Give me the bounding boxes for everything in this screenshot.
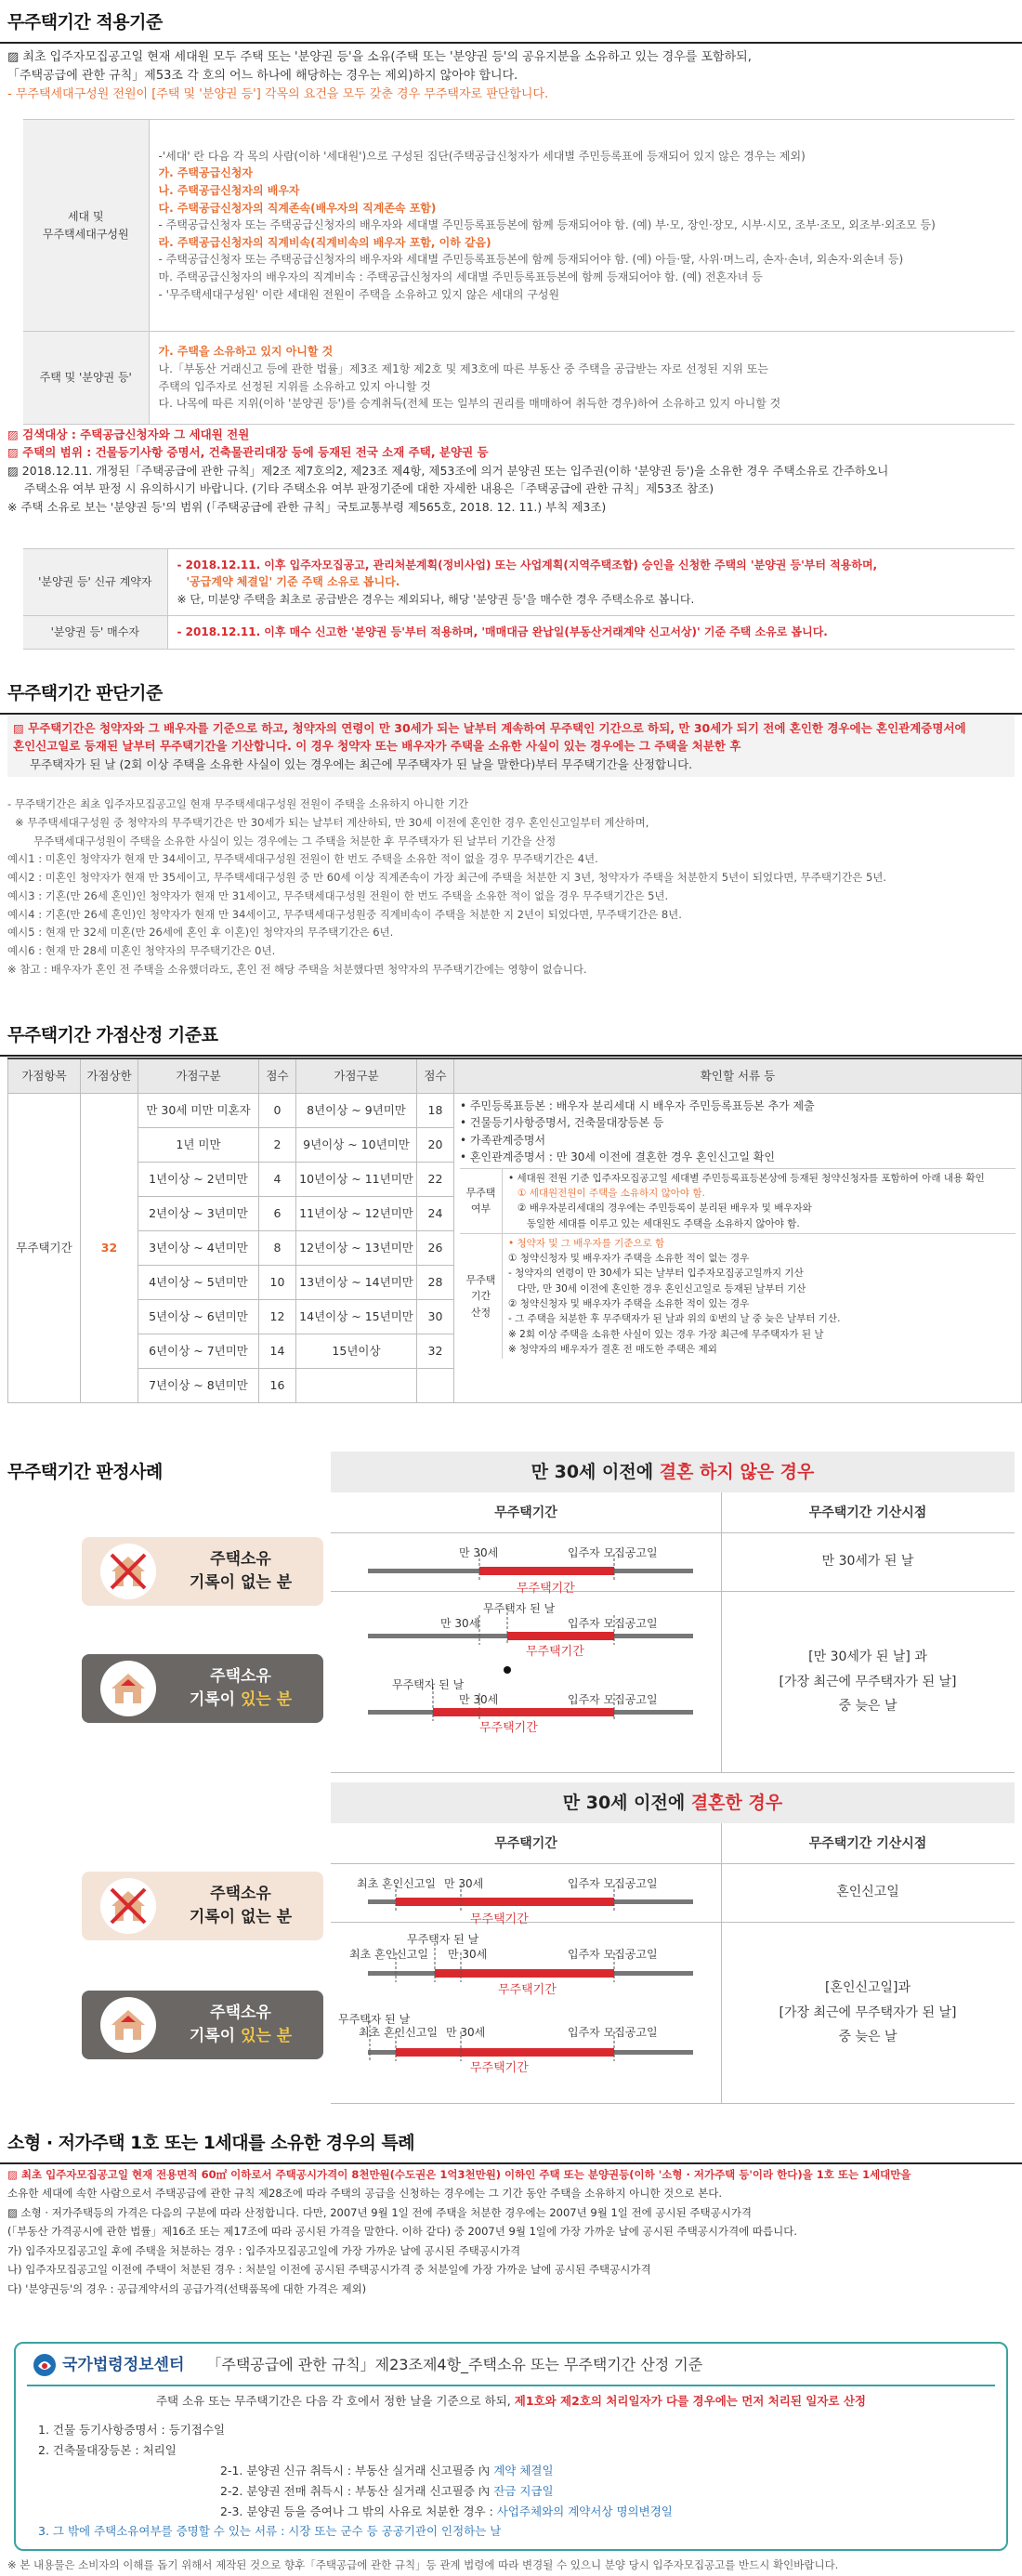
score-table: 가점항목 가점상한 가점구분 점수 가점구분 점수 확인할 서류 등 무주택기간 32 만 30세 미만 미혼자 0 8년이상 ~ 9년미만 18 • 주민등록표등본 : 배우자 분리세대 시 배우자 주민등록표등본 추가 제출 • 건물등기사항증명서, 건축물대장등본 등 • 가족관계증명서 • 혼인관계증명서 : 만 30세 이전에 결혼한 경우 혼인신고일 확인 무주택 여부 • 세대원 전원 기준 입주자모집공고일 세대별 주민등록표등본상에 등재된 청약신청자를 포함하여 아래 내용 확인 ① 세대원전원이 주택을 소유하지 않아야 함. ② 배우자분리세대의 경우에는 주민등록이 분리된 배우자 및 배우자와 동일한 세대를 이루고 있는 세대원도 주택을 소유하지 않아야 함. 무주택 기간 산정 • 청약자 및 그 배우자를 기준으로 함 ① 청약신청자 및 배우자가 주택을 소유한 적이 없는 경우 - 청약자의 연령이 만 30세가 되는 날부터 입주자모집공고일까지 기산 다만, 만 30세 이전에 혼인한 경우 혼인신고일로 등재된 날부터 기산 ② 청약신청자 및 배우자가 주택을 소유한 적이 있는 경우 - 그 주택을 처분한 후 무주택자가 된 날과 위의 ①번의 날 중 늦은 날부터 기산. ※ 2회 이상 주택을 소유한 사실이 있는 경우 가장 최근에 무주택자가 된 날 ※ 청약자의 배우자가 결혼 전 매도한 주택은 제외 1년 미만 2 9년이상 ~ 10년미만 20 1년이상 ~ 2년미만 4 10년이상 ~ 11년미만 22 2년이상 ~ 3년미만 6 11년이상 ~ 12년미만 24 3년이상 ~ 4년미만 8 12년이상 ~ 13년미만 26 4년이상 ~ 5년미만 10 13년이상 ~ 14년미만 28 5년이상 ~ 6년미만 12 14년이상 ~ 15년미만 30 6년이상 ~ 7년미만 14 15년이상 32 7년이상 ~ 8년미만 16: [7, 1058, 1022, 1403]
house-icon: [98, 1995, 158, 2055]
footer-note: ※ 본 내용물은 소비자의 이해를 돕기 위해서 제작된 것으로 향후「주택공급에 관한 규칙」등 관계 법령에 따라 변경될 수 있으니 분양 당시 입주자모집공고를 반드시 확인바랍니다.: [7, 2558, 839, 2571]
section-title: 무주택기간 적용기준: [0, 0, 1022, 44]
section-title: 무주택기간 판단기준: [0, 671, 1022, 715]
table-row: 4년이상 ~ 5년미만 10 13년이상 ~ 14년미만 28: [8, 1265, 1022, 1299]
presale-buyer-head: '분양권 등' 매수자: [23, 616, 167, 650]
row-head-household: 세대 및 무주택세대구성원: [23, 120, 149, 332]
section-small-house: [0, 2121, 1022, 2164]
table-row: 무주택기간 32 만 30세 미만 미혼자 0 8년이상 ~ 9년미만 18 • 주민등록표등본 : 배우자 분리세대 시 배우자 주민등록표등본 추가 제출 • 건물등기사항증명서, 건축물대장등본 등 • 가족관계증명서 • 혼인관계증명서 : 만 30세 이전에 결혼한 경우 혼인신고일 확인 무주택 여부 • 세대원 전원 기준 입주자모집공고일 세대별 주민등록표등본상에 등재된 청약신청자를 포함하여 아래 내용 확인 ① 세대원전원이 주택을 소유하지 않아야 함. ② 배우자분리세대의 경우에는 주민등록이 분리된 배우자 및 배우자와 동일한 세대를 이루고 있는 세대원도 주택을 소유하지 않아야 함. 무주택 기간 산정 • 청약자 및 그 배우자를 기준으로 함 ① 청약신청자 및 배우자가 주택을 소유한 적이 없는 경우 - 청약자의 연령이 만 30세가 되는 날부터 입주자모집공고일까지 기산 다만, 만 30세 이전에 혼인한 경우 혼인신고일로 등재된 날부터 기산 ② 청약신청자 및 배우자가 주택을 소유한 적이 있는 경우 - 그 주택을 처분한 후 무주택자가 된 날과 위의 ①번의 날 중 늦은 날부터 기산. ※ 2회 이상 주택을 소유한 사실이 있는 경우 가장 최근에 무주택자가 된 날 ※ 청약자의 배우자가 결혼 전 매도한 주택은 제외: [8, 1093, 1022, 1127]
legal-box: [14, 2342, 1008, 2551]
section-housing-criteria: [0, 0, 1022, 44]
presale-table: [23, 548, 1015, 650]
badge-no-record: 주택소유 기록이 없는 분: [82, 1537, 323, 1606]
badge-has-record: 주택소유 기록이 있는 분: [82, 1991, 323, 2059]
period-block: 무주택 기간 산정 • 청약자 및 그 배우자를 기준으로 함 ① 청약신청자 및 배우자가 주택을 소유한 적이 없는 경우 - 청약자의 연령이 만 30세가 되는 날부터 입주자모집공고일까지 기산 다만, 만 30세 이전에 혼인한 경우 혼인신고일로 등재된 날부터 기산 ② 청약신청자 및 배우자가 주택을 소유한 적이 있는 경우 - 그 주택을 처분한 후 무주택자가 된 날과 위의 ①번의 날 중 늦은 날부터 기산. ※ 2회 이상 주택을 소유한 사실이 있는 경우 가장 최근에 무주택자가 된 날 ※ 청약자의 배우자가 결혼 전 매도한 주택은 제외: [460, 1233, 1015, 1359]
house-crossed-icon: [98, 1542, 158, 1601]
intro-line: 「주택공급에 관한 규칙」제53조 각 호의 어느 하나에 해당하는 경우는 제외)하지 않아야 합니다.: [7, 69, 518, 84]
badge-no-record: 주택소유 기록이 없는 분: [82, 1872, 323, 1940]
housing-notes: ▨ 검색대상 : 주택공급신청자와 그 세대원 전원 ▨ 주택의 범위 : 건물등기사항 증명서, 건축물관리대장 등에 등재된 전국 소재 주택, 분양권 등 ▨ 2018.12.11. 개정된「주택공급에 관한 규칙」제2조 제7호의2, 제23조 제4항, 제53조에 의거 분양권 또는 입주권(이하 '분양권 등')을 소유한 경우 주택소유로 간주하오니 주택소유 여부 판정 시 유의하시기 바랍니다. (기타 주택소유 여부 판정기준에 대한 자세한 내용은「주택공급에 관한 규칙」제53조 참조) ※ 주택 소유로 보는 '분양권 등'의 범위 (「주택공급에 관한 규칙」국토교통부령 제565호, 2018. 12. 11.) 부칙 제3조): [7, 427, 889, 514]
table-row: 1년 미만 2 9년이상 ~ 10년미만 20: [8, 1127, 1022, 1162]
law-center-logo-icon: [33, 2353, 57, 2377]
house-icon: [98, 1659, 158, 1718]
section-title: 무주택기간 판정사례: [7, 1462, 163, 1482]
badge-has-record: 주택소유 기록이 있는 분: [82, 1654, 323, 1723]
judgement-examples: - 무주택기간은 최초 입주자모집공고일 현재 무주택세대구성원 전원이 주택을 소유하지 아니한 기간 ※ 무주택세대구성원 중 청약자의 무주택기간은 만 30세가 되는 날부터 계산하되, 만 30세 이전에 혼인한 경우 혼인신고일부터 계산하며, 무주택세대구성원이 주택을 소유한 사실이 있는 경우에는 그 주택을 처분한 후 무주택자가 된 날부터 기간을 산정 예시1 : 미혼인 청약자가 현재 만 34세이고, 무주택세대구성원 전원이 한 번도 주택을 소유한 적이 없을 경우 무주택기간은 4년. 예시2 : 미혼인 청약자가 현재 만 35세이고, 무주택세대구성원 중 만 60세 이상 직계존속이 가장 최근에 주택을 처분한 지 3년, 청약자가 주택을 처분한지 5년이 되었다면, 무주택기간은 5년. 예시3 : 기혼(만 26세 혼인)인 청약자가 현재 만 31세이고, 무주택세대구성원 전원이 한 번도 주택을 소유한 적이 없을 경우 무주택기간은 5년. 예시4 : 기혼(만 26세 혼인)인 청약자가 현재 만 34세이고, 무주택세대구성원중 직계비속이 주택을 처분한 지 2년이 되었다면, 무주택기간은 8년. 예시5 : 현재 만 32세 미혼(만 26세에 혼인 후 이혼)인 청약자의 무주택기간은 6년. 예시6 : 현재 만 28세 미혼인 청약자의 무주택기간은 0년. ※ 참고 : 배우자가 혼인 전 주택을 소유했더라도, 혼인 전 해당 주택을 처분했다면 청약자의 무주택기간에는 영향이 없습니다.: [7, 797, 887, 976]
panel-title: 만 30세 이전에 결혼한 경우: [331, 1782, 1015, 1823]
table-row: 5년이상 ~ 6년미만 12 14년이상 ~ 15년미만 30: [8, 1299, 1022, 1334]
row-body-household: -'세대' 란 다음 각 목의 사람(이하 '세대원')으로 구성된 집단(주택공급신청자가 세대별 주민등록표에 등재되어 있지 않은 경우는 제외) 가. 주택공급신청자 나. 주택공급신청자의 배우자 다. 주택공급신청자의 직계존속(배우자의 직계존속 포함) - 주택공급신청자 또는 주택공급신청자의 배우자와 세대별 주민등록표등본에 함께 등재되어야 함. (예) 부·모, 장인·장모, 시부·시모, 조부·조모, 외조부·외조모 등) 라. 주택공급신청자의 직계비속(직계비속의 배우자 포함, 이하 같음) - 주택공급신청자 또는 주택공급신청자의 배우자와 세대별 주민등록표등본에 함께 등재되어야 함. (예) 아들·딸, 사위·며느리, 손자·손녀, 외손자·외손녀 등) 마. 주택공급신청자의 배우자의 직계비속 : 주택공급신청자의 세대별 주민등록표등본에 함께 등재되어야 함. (예) 전혼자녀 등 - '무주택세대구성원' 이란 세대원 전원이 주택을 소유하고 있지 않은 세대의 구성원: [149, 120, 1015, 332]
panel-col-headers: 무주택기간 무주택기간 기산시점: [331, 1492, 1015, 1533]
case-result-1: 만 30세가 된 날: [821, 1554, 914, 1570]
row-head-housing: 주택 및 '분양권 등': [23, 332, 149, 425]
table-row: 3년이상 ~ 4년미만 8 12년이상 ~ 13년미만 26: [8, 1230, 1022, 1265]
table-row: 7년이상 ~ 8년미만 16: [8, 1368, 1022, 1402]
case-result-3: 혼인신고일: [836, 1885, 899, 1900]
intro-line: ▨ 최초 입주자모집공고일 현재 세대원 모두 주택 또는 '분양권 등'을 소유(주택 또는 '분양권 등'의 공유지분을 소유하고 있는 경우를 포함하되,: [7, 50, 752, 64]
presale-new-head: '분양권 등' 신규 계약자: [23, 549, 167, 616]
case-panel-married: 만 30세 이전에 결혼한 경우 무주택기간 무주택기간 기산시점 혼인신고일 [혼인신고일]과 [가장 최근에 무주택자가 된 날] 중 늦은 날 최초 혼인신고일 만 30세 입주자 모집공고일 무주택기간 무주택자 된 날 최초 혼인신고일 만 30세 입주자 모집공고일 무주택기간 무주택자 된 날 최초 혼인신고일 만 30세 입주자 모집공고일 무주택기간: [331, 1782, 1015, 2104]
table-row: 6년이상 ~ 7년미만 14 15년이상 32: [8, 1334, 1022, 1368]
section-score-table: [0, 1013, 1022, 1057]
row-body-housing: 가. 주택을 소유하고 있지 아니할 것 나.「부동산 거래신고 등에 관한 법률」제3조 제1항 제2호 및 제3호에 따른 부동산 중 주택을 공급받는 자로 선정된 지위 또는 주택의 입주자로 선정된 지위를 소유하고 있지 아니할 것 다. 나목에 따른 지위(이하 '분양권 등')를 승계취득(전체 또는 일부의 권리를 매매하여 취득한 경우)하여 소유하고 있지 아니할 것: [149, 332, 1015, 425]
table-row: 2년이상 ~ 3년미만 6 11년이상 ~ 12년미만 24: [8, 1196, 1022, 1230]
panel-title: 만 30세 이전에 결혼 하지 않은 경우: [331, 1452, 1015, 1492]
section-title: 소형 · 저가주택 1호 또는 1세대를 소유한 경우의 특례: [0, 2121, 1022, 2164]
table-row: 1년이상 ~ 2년미만 4 10년이상 ~ 11년미만 22: [8, 1162, 1022, 1196]
case-result-4: [혼인신고일]과 [가장 최근에 무주택자가 된 날] 중 늦은 날: [779, 1980, 957, 2045]
docs-cell: • 주민등록표등본 : 배우자 분리세대 시 배우자 주민등록표등본 추가 제출 • 건물등기사항증명서, 건축물대장등본 등 • 가족관계증명서 • 혼인관계증명서 : 만 30세 이전에 결혼한 경우 혼인신고일 확인 무주택 여부 • 세대원 전원 기준 입주자모집공고일 세대별 주민등록표등본상에 등재된 청약신청자를 포함하여 아래 내용 확인 ① 세대원전원이 주택을 소유하지 않아야 함. ② 배우자분리세대의 경우에는 주민등록이 분리된 배우자 및 배우자와 동일한 세대를 이루고 있는 세대원도 주택을 소유하지 않아야 함. 무주택 기간 산정 • 청약자 및 그 배우자를 기준으로 함 ① 청약신청자 및 배우자가 주택을 소유한 적이 없는 경우 - 청약자의 연령이 만 30세가 되는 날부터 입주자모집공고일까지 기산 다만, 만 30세 이전에 혼인한 경우 혼인신고일로 등재된 날부터 기산 ② 청약신청자 및 배우자가 주택을 소유한 적이 있는 경우 - 그 주택을 처분한 후 무주택자가 된 날과 위의 ①번의 날 중 늦은 날부터 기산. ※ 2회 이상 주택을 소유한 사실이 있는 경우 가장 최근에 무주택자가 된 날 ※ 청약자의 배우자가 결혼 전 매도한 주택은 제외: [454, 1093, 1022, 1402]
section-title: 무주택기간 가점산정 기준표: [0, 1013, 1022, 1057]
judgement-highlight: ▨ 무주택기간은 청약자와 그 배우자를 기준으로 하고, 청약자의 연령이 만 30세가 되는 날부터 계속하여 무주택인 기간으로 하되, 만 30세가 되기 전에 혼인한 경우에는 혼인관계증명서에 혼인신고일로 등재된 날부터 무주택기간을 기산합니다. 이 경우 청약자 또는 배우자가 주택을 소유한 사실이 있는 경우에는 그 주택을 처분한 후 무주택자가 된 날 (2회 이상 주택을 소유한 사실이 있는 경우에는 최근에 무주택자가 된 날을 말한다)부터 무주택기간을 산정합니다.: [7, 716, 1015, 777]
legal-list: 1. 건물 등기사항증명서 : 등기접수일 2. 건축물대장등본 : 처리일 2-1. 분양권 신규 취득시 : 부동산 실거래 신고필증 內 계약 체결일 2-2. 분양권 전매 취득시 : 부동산 실거래 신고필증 內 잔금 지급일 2-3. 분양권 등을 증여나 그 밖의 사유로 처분한 경우 : 사업주체와의 계약서상 명의변경일 3. 그 밖에 주택소유여부를 증명할 수 있는 서류 : 시장 또는 군수 등 공공기관이 인정하는 날: [38, 2423, 673, 2539]
case-panel-unmarried: 만 30세 이전에 결혼 하지 않은 경우 무주택기간 무주택기간 기산시점 만 30세가 된 날 [만 30세가 된 날] 과 [가장 최근에 무주택자가 된 날] 중 늦은 날 만 30세 입주자 모집공고일 무주택기간 무주택자 된 날 만 30세 입주자 모집공고일 무주택기간 무주택자 된 날 만 30세 입주자 모집공고일 무주택기간: [331, 1452, 1015, 1773]
presale-buyer-body: - 2018.12.11. 이후 매수 신고한 '분양권 등'부터 적용하며, '매매대금 완납일(부동산거래계약 신고서상)' 기준 주택 소유로 봅니다.: [167, 616, 1015, 650]
case-result-2: [만 30세가 된 날] 과 [가장 최근에 무주택자가 된 날] 중 늦은 날: [779, 1649, 957, 1715]
section-judgement: [0, 671, 1022, 715]
legal-intro: 주택 소유 또는 무주택기간은 다음 각 호에서 정한 날을 기준으로 하되, 제1호와 제2호의 처리일자가 다를 경우에는 먼저 처리된 일자로 산정: [155, 2394, 867, 2408]
legal-header: 국가법령정보센터 「주택공급에 관한 규칙」제23조제4항_주택소유 또는 무주택기간 산정 기준: [33, 2353, 702, 2377]
noh-block: 무주택 여부 • 세대원 전원 기준 입주자모집공고일 세대별 주민등록표등본상에 등재된 청약신청자를 포함하여 아래 내용 확인 ① 세대원전원이 주택을 소유하지 않아야 함. ② 배우자분리세대의 경우에는 주민등록이 분리된 배우자 및 배우자와 동일한 세대를 이루고 있는 세대원도 주택을 소유하지 않아야 함.: [460, 1168, 1015, 1233]
intro-text: [7, 48, 1015, 104]
panel-col-headers: 무주택기간 무주택기간 기산시점: [331, 1823, 1015, 1864]
household-table: [23, 119, 1015, 425]
small-house-text: ▨ 최초 입주자모집공고일 현재 전용면적 60㎡ 이하로서 주택공시가격이 8천만원(수도권은 1억3천만원) 이하인 주택 또는 분양권등(이하 '소형 · 저가주택 등'이라 한다)을 1호 또는 1세대만을 소유한 세대에 속한 사람으로서 주택공급에 관한 규칙 제28조에 따라 주택의 공급을 신청하는 경우에는 그 기간 동안 주택을 소유하지 아니한 것으로 본다. ▨ 소형 · 저가주택등의 가격은 다음의 구분에 따라 산정합니다. 다만, 2007년 9월 1일 전에 주택을 처분한 경우에는 2007년 9월 1일 전에 공시된 주택공시가격 (「부동산 가격공시에 관한 법률」제16조 또는 제17조에 따라 공시된 가격을 말한다. 이하 같다) 중 2007년 9월 1일에 가장 가까운 날에 공시된 주택공시가격에 따릅니다. 가) 입주자모집공고일 후에 주택을 처분하는 경우 : 입주자모집공고일에 가장 가까운 날에 공시된 주택공시가격 나) 입주자모집공고일 이전에 주택이 처분된 경우 : 처분일 이전에 공시된 주택공시가격 중 처분일에 가장 가까운 날에 공시된 주택공시가격 다) '분양권등'의 경우 : 공급계약서의 공급가격(선택품목에 대한 가격은 제외): [7, 2168, 911, 2295]
presale-new-body: - 2018.12.11. 이후 입주자모집공고, 관리처분계획(정비사업) 또는 사업계획(지역주택조합) 승인을 신청한 주택의 '분양권 등'부터 적용하며, '공급계약 체결일' 기준 주택 소유로 봅니다. ※ 단, 미분양 주택을 최초로 공급받은 경우는 제외되나, 해당 '분양권 등'을 매수한 경우 주택소유로 봅니다.: [167, 549, 1015, 616]
house-crossed-icon: [98, 1876, 158, 1936]
intro-highlight: - 무주택세대구성원 전원이 [주택 및 '분양권 등'] 각목의 요건을 모두 갖춘 경우 무주택자로 판단합니다.: [7, 87, 549, 102]
